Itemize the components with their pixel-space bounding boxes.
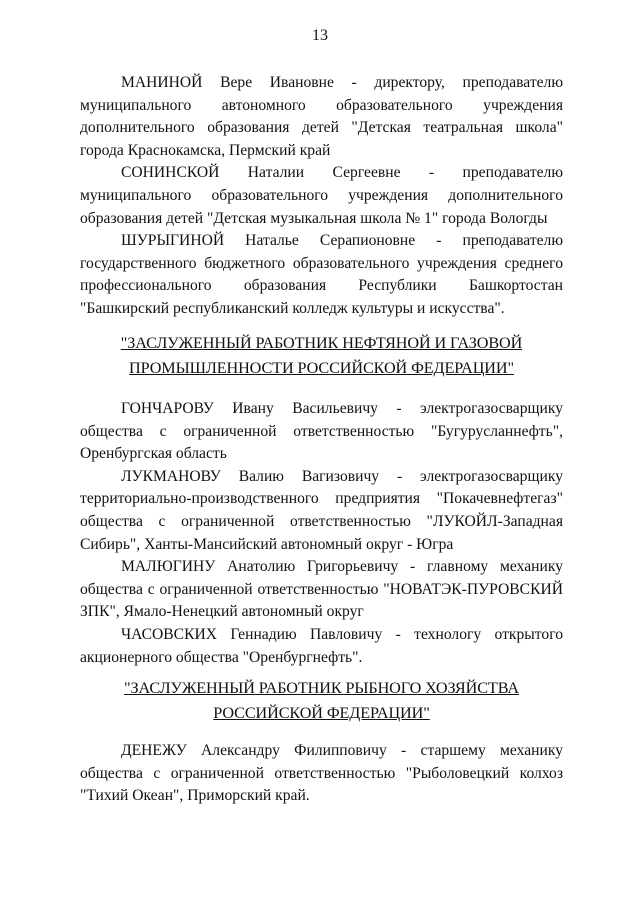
section-3-entries <box>80 740 563 808</box>
award-entry: ШУРЫГИНОЙ Наталье Серапионовне - преподавателю государственного бюджетного образовательного учреждения среднего профессионального образования Республики Башкортостан "Башкирский республиканский колледж культуры и искусства". <box>80 232 563 317</box>
section-heading-line: "ЗАСЛУЖЕННЫЙ РАБОТНИК РЫБНОГО ХОЗЯЙСТВА <box>124 679 519 697</box>
section-heading-line: ПРОМЫШЛЕННОСТИ РОССИЙСКОЙ ФЕДЕРАЦИИ" <box>129 359 514 377</box>
section-heading-line: "ЗАСЛУЖЕННЫЙ РАБОТНИК НЕФТЯНОЙ И ГАЗОВОЙ <box>120 334 523 352</box>
page-number: 13 <box>312 27 328 44</box>
award-entry: ЧАСОВСКИХ Геннадию Павловичу - технологу открытого акционерного общества "Оренбургнефть". <box>80 625 563 666</box>
award-entry: МАНИНОЙ Вере Ивановне - директору, преподавателю муниципального автономного образовательного учреждения дополнительного образования детей "Детская театральная школа" города Краснокамска, Пермский край <box>80 74 563 159</box>
section-2-entries <box>80 398 563 669</box>
award-entry: ГОНЧАРОВУ Ивану Васильевичу - электрогазосварщику общества с ограниченной ответственностью "Бугурусланнефть", Оренбургская область <box>80 400 563 463</box>
section-2-heading <box>80 331 563 381</box>
award-entry: МАЛЮГИНУ Анатолию Григорьевичу - главному механику общества с ограниченной ответственностью "НОВАТЭК-ПУРОВСКИЙ ЗПК", Ямало-Ненецкий автономный округ <box>80 558 563 621</box>
award-entry: ЛУКМАНОВУ Валию Вагизовичу - электрогазосварщику территориально-производственного предприятия "Покачевнефтегаз" общества с ограниченной ответственностью "ЛУКОЙЛ-Западная Сибирь", Ханты-Мансийский автономный округ - Югра <box>80 467 563 553</box>
section-1-entries <box>80 72 563 321</box>
section-heading-line: РОССИЙСКОЙ ФЕДЕРАЦИИ" <box>213 704 430 722</box>
section-3-heading <box>80 676 563 726</box>
award-entry: ДЕНЕЖУ Александру Филипповичу - старшему механику общества с ограниченной ответственностью "Рыболовецкий колхоз "Тихий Океан", Приморский край. <box>80 742 563 805</box>
award-entry: СОНИНСКОЙ Наталии Сергеевне - преподавателю муниципального образовательного учреждения дополнительного образования детей "Детская музыкальная школа № 1" города Вологды <box>80 164 563 227</box>
